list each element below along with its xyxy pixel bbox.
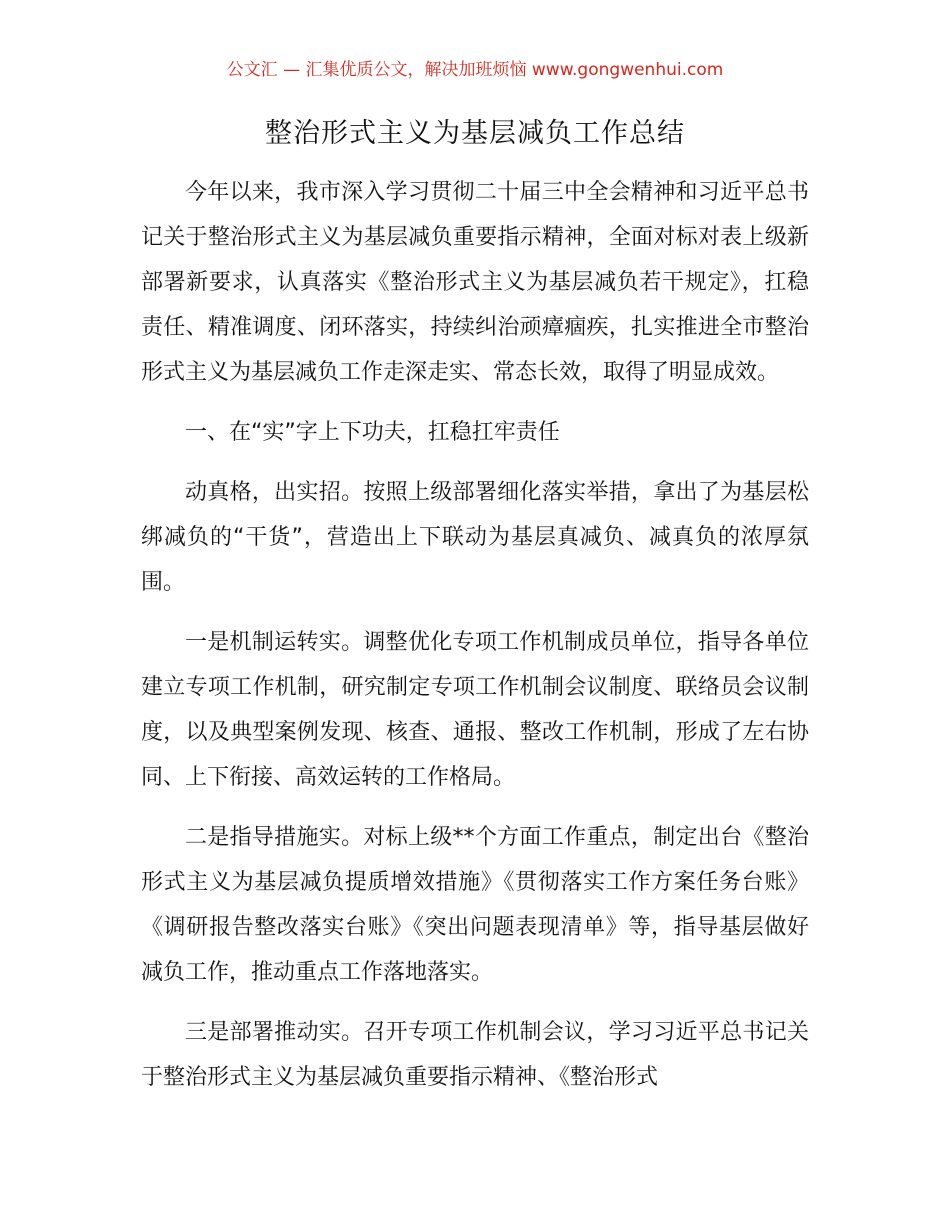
intro-paragraph: 今年以来，我市深入学习贯彻二十届三中全会精神和习近平总书记关于整治形式主义为基层减负重要指示精神，全面对标对表上级新部署新要求，认真落实《整治形式主义为基层减负若干规定》，扛稳责任、精准调度、闭环落实，持续纠治顽瘴痼疾，扎实推进全市整治形式主义为基层减负工作走深走实、常态长效，取得了明显成效。 — [141, 180, 809, 385]
section-heading-1: 一、在“实”字上下功夫，扛稳扛牢责任 — [185, 420, 560, 445]
document-title: 整治形式主义为基层减负工作总结 — [265, 118, 685, 149]
document-body — [141, 170, 809, 1115]
mechanism-paragraph: 一是机制运转实。调整优化专项工作机制成员单位，指导各单位建立专项工作机制，研究制定专项工作机制会议制度、联络员会议制度，以及典型案例发现、核查、通报、整改工作机制，形成了左右协同、上下衔接、高效运转的工作格局。 — [141, 630, 809, 790]
site-banner: 公文汇 — 汇集优质公文，解决加班烦恼 www.gongwenhui.com — [226, 60, 724, 80]
guidance-paragraph: 二是指导措施实。对标上级**个方面工作重点，制定出台《整治形式主义为基层减负提质增效措施》《贯彻落实工作方案任务台账》《调研报告整改落实台账》《突出问题表现清单》等，指导基层做好减负工作，推动重点工作落地落实。 — [141, 825, 809, 985]
section-1-summary-paragraph: 动真格，出实招。按照上级部署细化落实举措，拿出了为基层松绑减负的“干货”，营造出上下联动为基层真减负、减真负的浓厚氛围。 — [141, 480, 809, 595]
deployment-paragraph: 三是部署推动实。召开专项工作机制会议，学习习近平总书记关于整治形式主义为基层减负重要指示精神、《整治形式 — [141, 1020, 809, 1090]
